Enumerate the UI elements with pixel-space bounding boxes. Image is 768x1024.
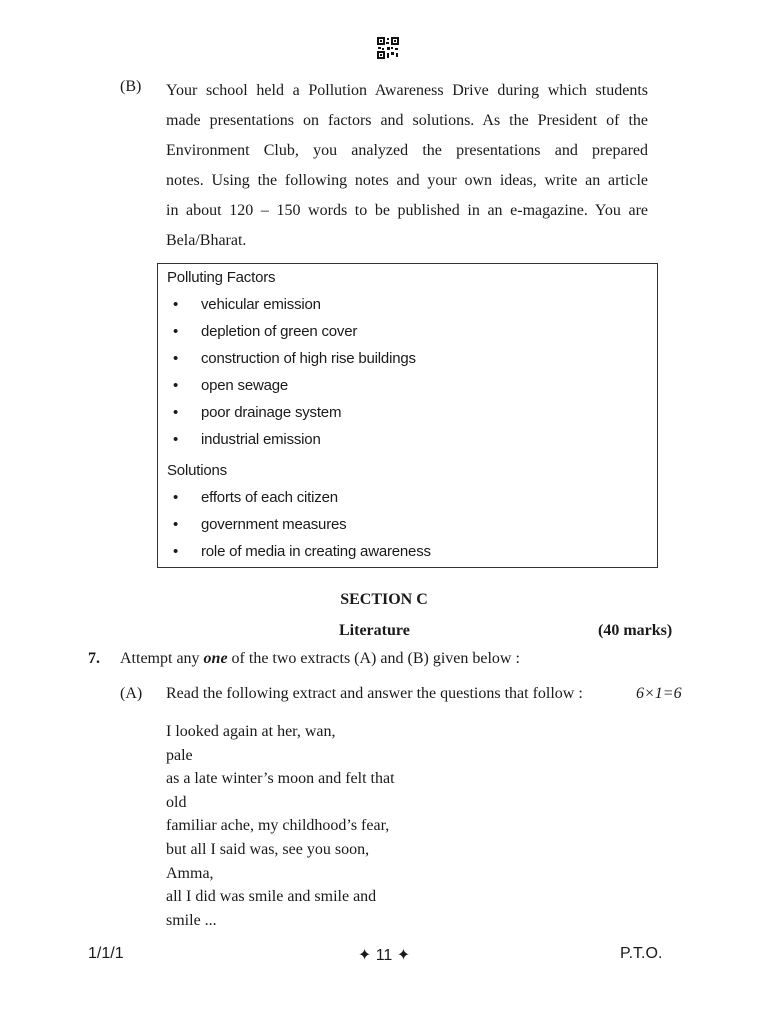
list-item xyxy=(173,489,338,506)
list-item xyxy=(173,377,288,394)
poem-line: familiar ache, my childhood’s fear, xyxy=(166,817,390,835)
list-item xyxy=(173,431,321,448)
poem-line: Amma, xyxy=(166,864,214,882)
list-item xyxy=(173,516,346,533)
list-item-text: efforts of each citizen xyxy=(201,489,338,506)
section-title: SECTION C xyxy=(340,591,428,608)
question-7a-label: (A) xyxy=(120,685,143,702)
qr-code-icon xyxy=(376,36,400,60)
list-item-text: government measures xyxy=(201,516,347,533)
question-7-text-after: of the two extracts (A) and (B) given below : xyxy=(227,650,520,667)
list-item-text: poor drainage system xyxy=(201,404,342,421)
list-item xyxy=(173,543,431,560)
list-item-text: industrial emission xyxy=(201,431,321,448)
list-item-text: role of media in creating awareness xyxy=(201,543,431,560)
question-7a-text: Read the following extract and answer the questions that follow : xyxy=(166,685,583,702)
bullet-icon: • xyxy=(173,350,179,367)
list-item-text: depletion of green cover xyxy=(201,323,358,340)
question-7a-marks: 6×1=6 xyxy=(636,685,682,702)
poem-line: as a late winter’s moon and felt that xyxy=(166,770,395,788)
bullet-icon: • xyxy=(173,543,179,560)
bullet-icon: • xyxy=(173,489,179,506)
bullet-icon: • xyxy=(173,323,179,340)
question-6b-line: notes. Using the following notes and your own ideas, write an article xyxy=(166,172,648,189)
question-7-text xyxy=(120,650,520,668)
poem-line: old xyxy=(166,793,187,811)
list-item-text: open sewage xyxy=(201,377,289,394)
poem-line: but all I said was, see you soon, xyxy=(166,840,370,858)
poem-line: I looked again at her, wan, xyxy=(166,723,336,740)
section-marks: (40 marks) xyxy=(598,622,673,639)
poem-line: smile ... xyxy=(166,911,217,929)
question-6b-label: (B) xyxy=(120,78,142,95)
list-item-text: vehicular emission xyxy=(201,296,321,313)
list-item xyxy=(173,404,341,421)
footer-code: 1/1/1 xyxy=(88,945,124,962)
section-subtitle: Literature xyxy=(339,622,410,639)
poem-extract xyxy=(166,720,395,932)
page-number: ✦ 11 ✦ xyxy=(357,947,411,964)
list-item xyxy=(173,323,357,340)
question-7-emphasis: one xyxy=(203,650,228,667)
bullet-icon: • xyxy=(173,516,179,533)
question-6b-line: Your school held a Pollution Awareness Drive during which students xyxy=(166,82,648,99)
question-7-number: 7. xyxy=(88,650,100,667)
list-item-text: construction of high rise buildings xyxy=(201,350,416,367)
pto-label: P.T.O. xyxy=(620,945,663,962)
list-item xyxy=(173,296,321,313)
bullet-icon: • xyxy=(173,431,179,448)
poem-line: pale xyxy=(166,746,193,764)
bullet-icon: • xyxy=(173,377,179,394)
question-6b-line: made presentations on factors and solutions. As the President of the xyxy=(166,112,648,129)
bullet-icon: • xyxy=(173,404,179,421)
poem-line: all I did was smile and smile and xyxy=(166,888,377,906)
question-6b-line: Environment Club, you analyzed the presentations and prepared xyxy=(166,142,648,159)
question-6b-line: Bela/Bharat. xyxy=(166,232,247,249)
question-7-text-before: Attempt any xyxy=(120,650,204,667)
factors-heading: Polluting Factors xyxy=(167,269,276,286)
solutions-heading: Solutions xyxy=(167,462,227,479)
question-6b-line: in about 120 – 150 words to be published in an e-magazine. You are xyxy=(166,202,648,219)
question-6b-text xyxy=(166,76,648,256)
notes-box xyxy=(157,263,658,568)
list-item xyxy=(173,350,416,367)
bullet-icon: • xyxy=(173,296,179,313)
